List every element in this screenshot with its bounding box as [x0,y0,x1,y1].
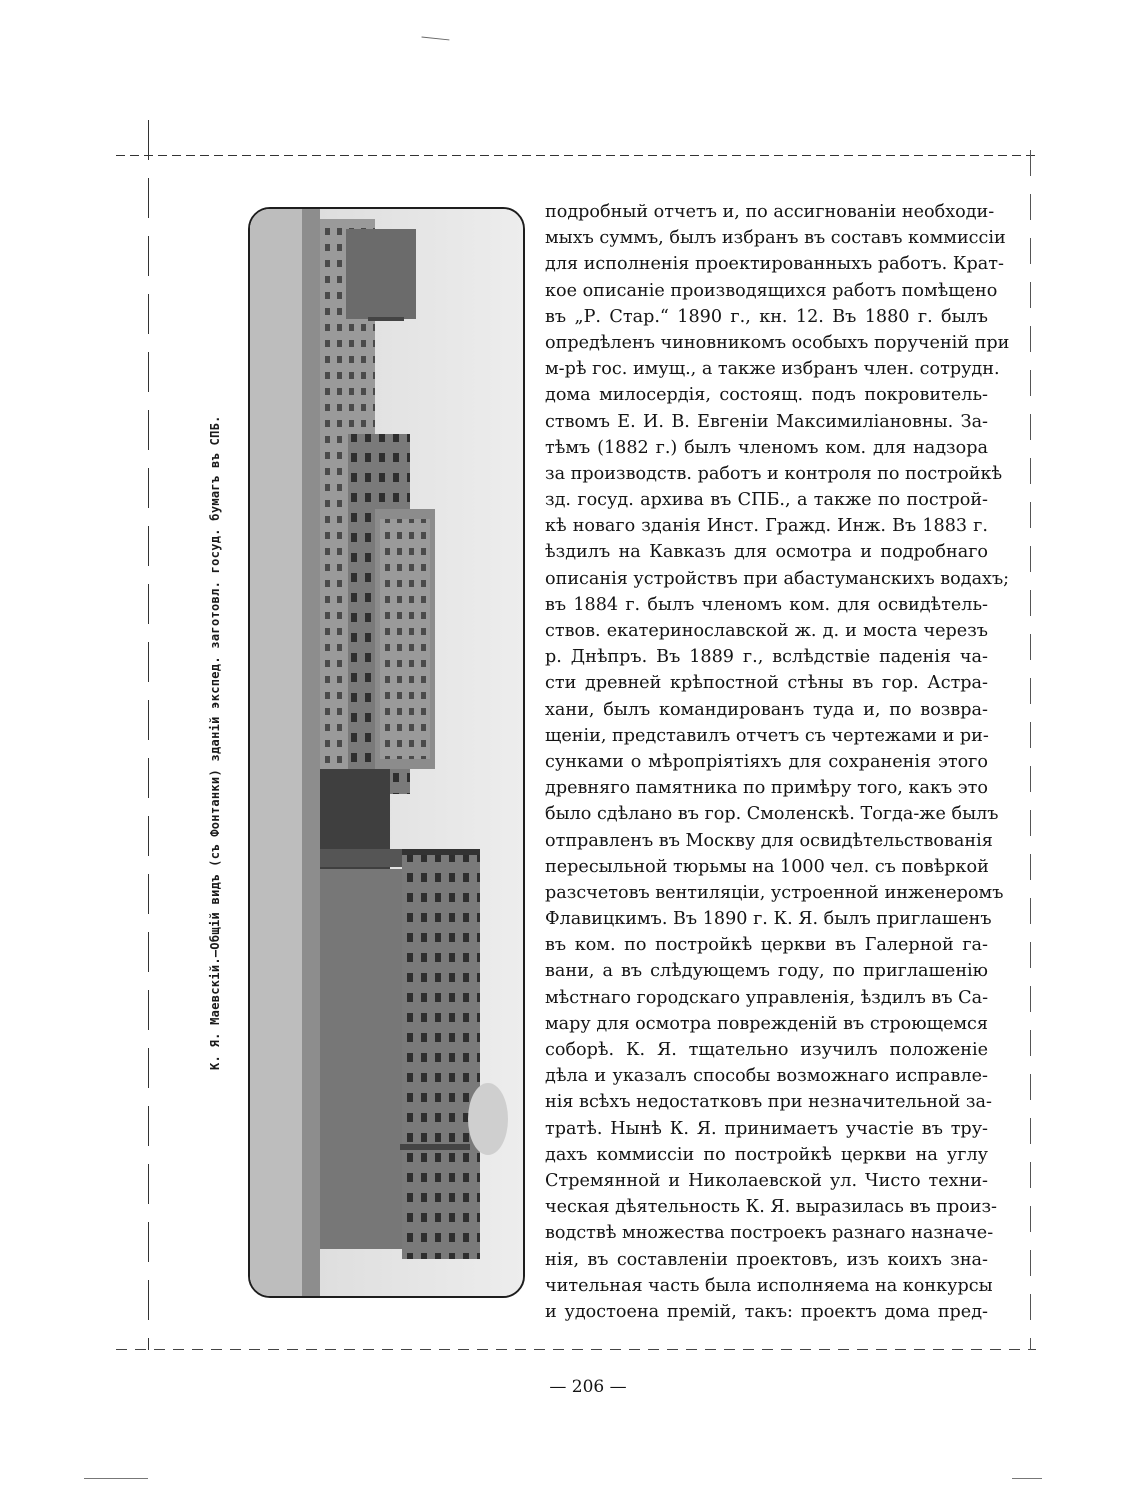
text-line: р. Днѣпръ. Въ 1889 г., вслѣдствіе паденія ча- [545,647,988,668]
scan-rule-right [1030,150,1031,1350]
text-line: Стремянной и Николаевской ул. Чисто техни- [545,1170,988,1191]
text-line: кое описаніе производящихся работъ помѣщено [545,280,998,301]
building-photograph [248,207,525,1298]
photo-caption-text: К. Я. Маевскій.—Общій видъ (съ Фонтанки) зданій экспед. заготовл. госуд. бумагъ въ СПБ. [208,415,222,1070]
text-line: водствѣ множества построекъ разнаго назначе- [545,1223,994,1244]
page-number: — 206 — [549,1377,627,1397]
text-line: ствов. екатеринославской ж. д. и моста черезъ [545,621,988,641]
scan-mark-top [422,27,451,41]
text-line: разсчетовъ вентиляціи, устроенной инженеромъ [545,882,1004,903]
text-line: было сдѣлано въ гор. Смоленскѣ. Тогда-же былъ [545,804,999,825]
text-line: нія всѣхъ недостатковъ при незначительной за- [545,1092,992,1113]
text-line: чительная часть была исполняема на конкурсы [545,1275,993,1296]
text-line: отправленъ въ Москву для освидѣтельствованія [545,830,993,851]
text-line: пересыльной тюрьмы на 1000 чел. съ повѣркой [545,856,989,877]
scan-mark-bottom-right [1012,1478,1042,1479]
text-line: нія, въ составленіи проектовъ, изъ коихъ зна- [545,1249,988,1270]
scan-rule-top [116,155,1036,156]
body-text [545,199,1010,1325]
text-line: кѣ новаго зданія Инст. Гражд. Инж. Въ 1883 г. [545,516,988,537]
text-line: щеніи, представилъ отчетъ съ чертежами и ри- [545,725,989,746]
text-line: ческая дѣятельность К. Я. выразилась въ произ- [545,1197,997,1218]
text-line: сунками о мѣропріятіяхъ для сохраненія этого [545,751,988,772]
text-line: мѣстнаго городскаго управленія, ѣздилъ въ Са- [545,987,989,1008]
text-line: подробный отчетъ и, по ассигнованіи необходи- [545,202,995,222]
scan-rule-left [148,120,149,1350]
text-line: ствомъ Е. И. В. Евгеніи Максимиліановны. За- [545,411,988,432]
text-line: мару для осмотра поврежденій въ строющемся [545,1013,988,1034]
text-line: въ „Р. Стар.“ 1890 г., кн. 12. Въ 1880 г. былъ [545,306,988,327]
text-line: въ 1884 г. былъ членомъ ком. для освидѣтель- [545,594,988,615]
text-line: за производств. работъ и контроля по постройкѣ [545,463,1003,484]
building-photograph-drawing [250,209,523,1296]
text-line: соборѣ. К. Я. тщательно изучилъ положеніе [545,1040,988,1060]
text-line: тратѣ. Нынѣ К. Я. принимаетъ участіе въ тру- [545,1118,988,1139]
text-line: опредѣленъ чиновникомъ особыхъ порученій при [545,332,1010,353]
text-line: зд. госуд. архива въ СПБ., а также по построй- [545,490,988,511]
text-line: описанія устройствъ при абастуманскихъ водахъ; [545,568,1010,589]
text-line: дѣла и указалъ способы возможнаго исправле- [545,1066,988,1087]
text-line: мыхъ суммъ, былъ избранъ въ составъ коммиссіи [545,228,1006,249]
text-line: и удостоена премій, такъ: проектъ дома пред- [545,1301,988,1322]
text-line: Флавицкимъ. Въ 1890 г. К. Я. былъ приглашенъ [545,909,992,930]
text-line: дахъ коммиссіи по постройкѣ церкви на углу [545,1144,988,1165]
scan-mark-bottom-left [84,1478,148,1479]
text-line: хани, былъ командированъ туда и, по возвра- [545,699,988,720]
text-line: ѣздилъ на Кавказъ для осмотра и подробнаго [545,542,988,563]
text-line: для исполненія проектированныхъ работъ. Крат- [545,254,1004,275]
scan-rule-bottom [116,1349,1036,1350]
text-line: въ ком. по постройкѣ церкви въ Галерной га- [545,935,988,956]
text-line: древняго памятника по примѣру того, какъ это [545,778,988,799]
text-line: тѣмъ (1882 г.) былъ членомъ ком. для надзора [545,437,988,458]
text-line: м-рѣ гос. имущ., а также избранъ член. сотрудн. [545,359,1000,380]
text-line: дома милосердія, состоящ. подъ покровитель- [545,385,988,406]
text-line: вани, а въ слѣдующемъ году, по приглашенію [545,961,988,982]
text-line: сти древней крѣпостной стѣны въ гор. Астра- [545,673,988,694]
